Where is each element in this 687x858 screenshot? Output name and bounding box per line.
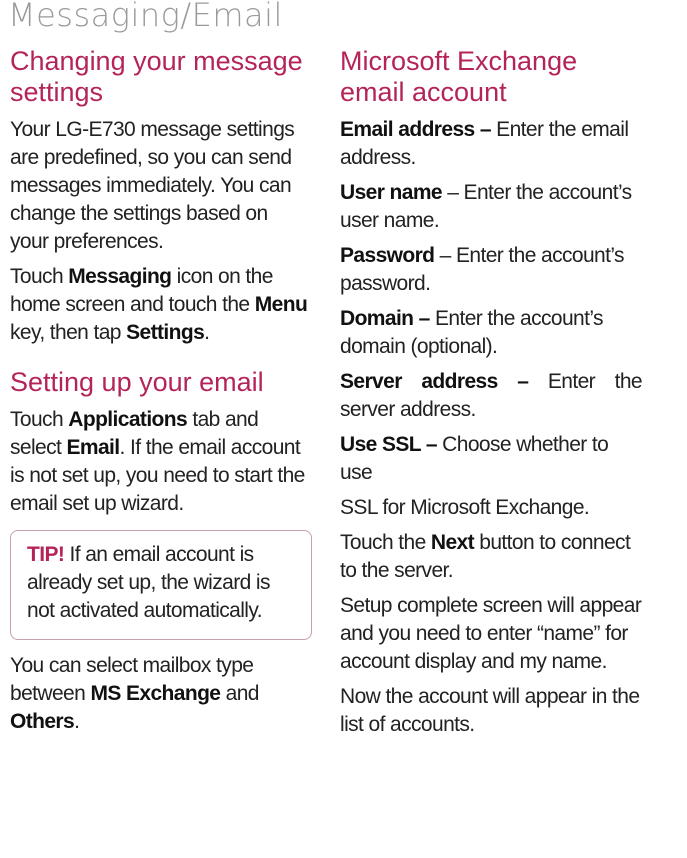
paragraph-touch-next: Touch the Next button to connect to the server. [340,531,631,582]
field-email-address: Email address – Enter the email address. [340,118,629,169]
paragraph-touch-applications: Touch Applications tab and select Email. If the email account is not set up, you need to start the email set up wizard. [10,408,305,515]
right-column [340,46,642,746]
field-user-name: User name – Enter the account’s user name. [340,181,632,232]
paragraph-mailbox-type: You can select mailbox type between MS Exchange and Others. [10,654,259,733]
field-server-address: Server address – Enter the server address. [340,370,642,421]
paragraph-setup-complete: Setup complete screen will appear and you need to enter “name” for account display and my name. [340,594,642,673]
paragraph-account-list: Now the account will appear in the list of accounts. [340,685,640,736]
tip-text: TIP! If an email account is already set up, the wizard is not activated automatically. [27,543,270,622]
tip-label: TIP! [27,543,65,566]
tip-box [10,530,312,640]
field-use-ssl: Use SSL – Choose whether to use [340,433,609,484]
field-use-ssl-cont: SSL for Microsoft Exchange. [340,496,590,519]
left-column [10,46,310,743]
section-title-exchange-account: Microsoft Exchange email account [340,46,578,107]
paragraph-predefined-settings: Your LG-E730 message settings are predefined, so you can send messages immediately. You can change the settings based on your preferences. [10,118,295,253]
paragraph-touch-messaging: Touch Messaging icon on the home screen and touch the Menu key, then tap Settings. [10,265,308,344]
field-domain: Domain – Enter the account’s domain (optional). [340,307,603,358]
section-title-setting-up-email: Setting up your email [10,367,264,397]
page-header: Messaging/Email [8,0,283,34]
section-title-message-settings: Changing your message settings [10,46,303,107]
field-password: Password – Enter the account’s password. [340,244,624,295]
